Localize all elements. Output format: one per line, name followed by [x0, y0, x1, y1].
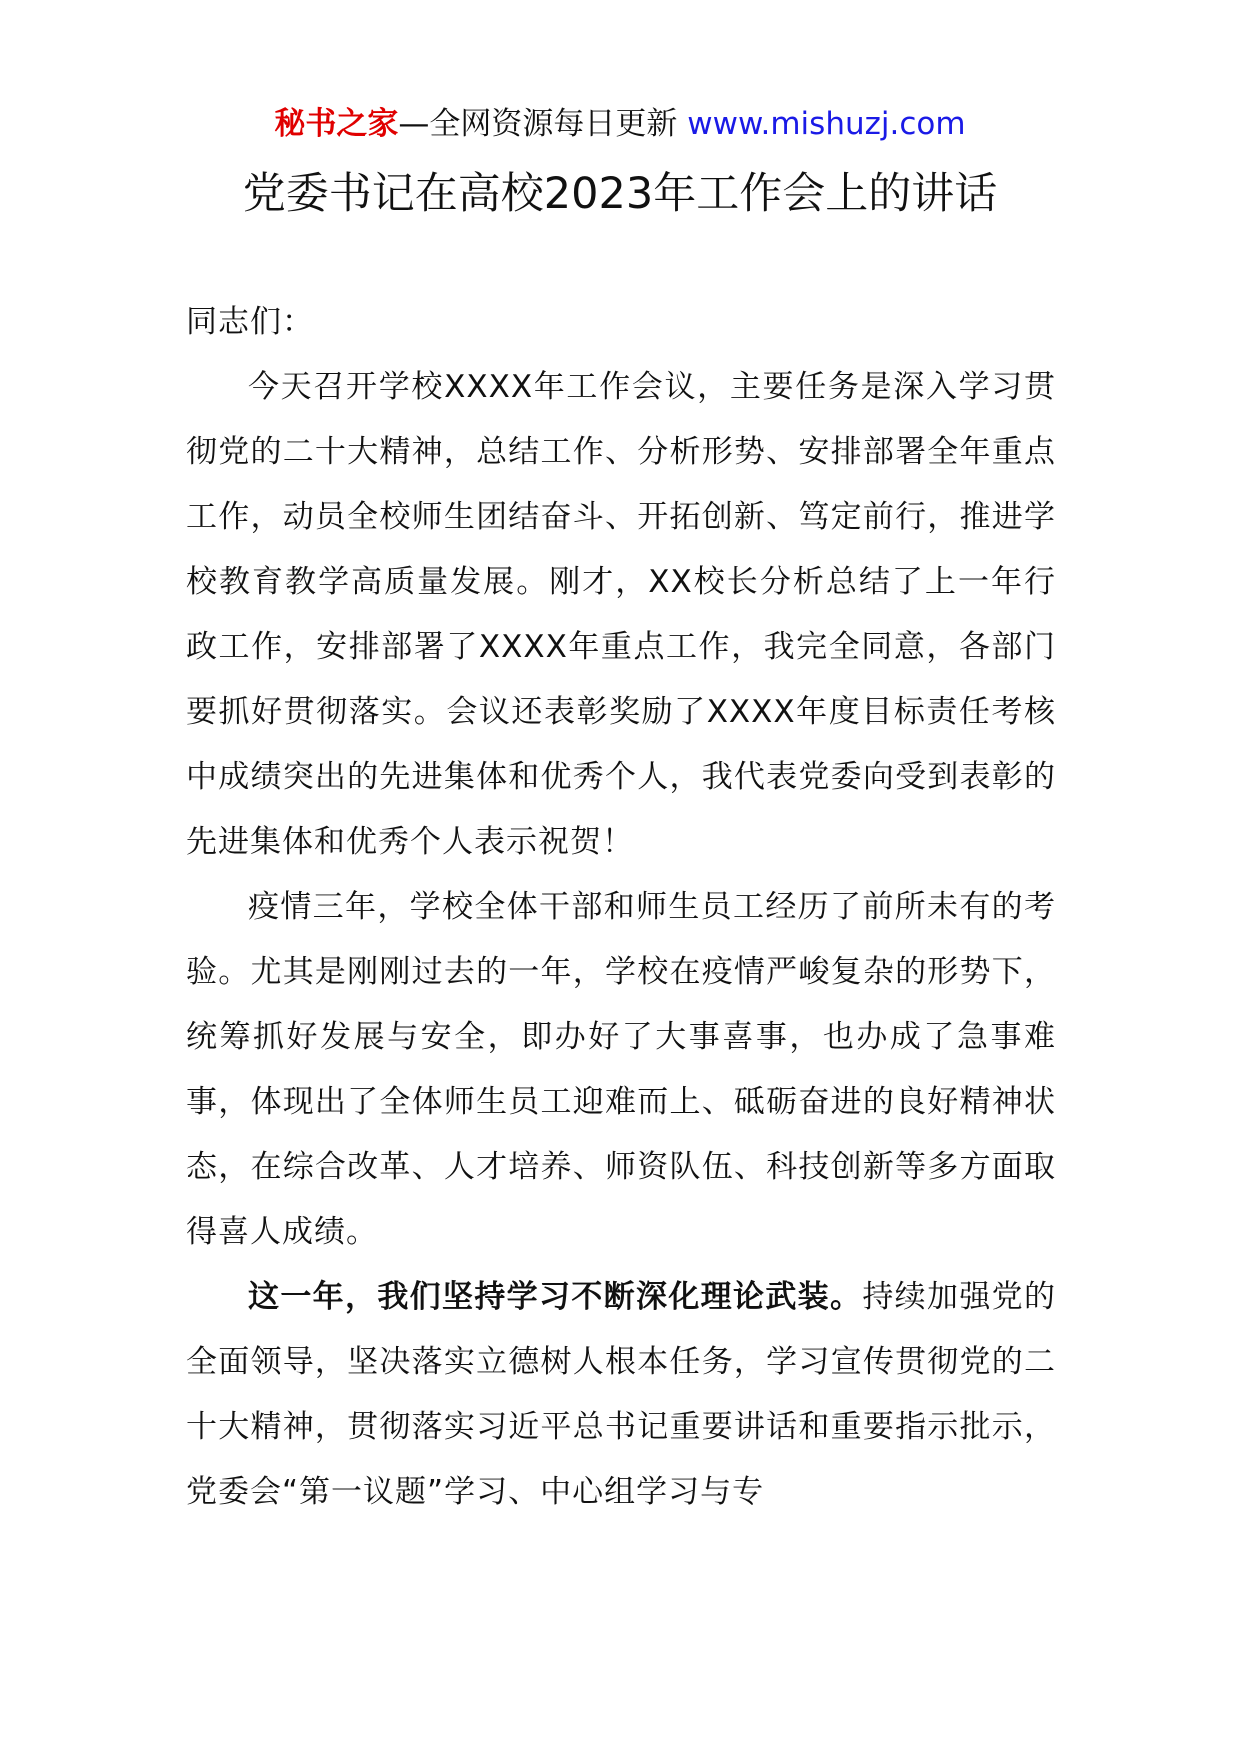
- site-brand: 秘书之家: [274, 106, 399, 142]
- paragraph-pandemic: 疫情三年，学校全体干部和师生员工经历了前所未有的考验。尤其是刚刚过去的一年，学校在疫情严峻复杂的形势下，统筹抓好发展与安全，即办好了大事喜事，也办成了急事难事，体现出了全体师生员工迎难而上、砥砺奋进的良好精神状态，在综合改革、人才培养、师资队伍、科技创新等多方面取得喜人成绩。: [186, 889, 1056, 1250]
- salutation: 同志们：: [186, 304, 314, 340]
- section-text: 持续加强党的全面领导，坚决落实立德树人根本任务，学习宣传贯彻党的二十大精神，贯彻落实习近平总书记重要讲话和重要指示批示，党委会“第一议题”学习、中心组学习与专: [186, 1279, 1057, 1510]
- document-title: 党委书记在高校2023年工作会上的讲话: [242, 169, 998, 219]
- section-heading: 这一年，我们坚持学习不断深化理论武装。: [248, 1279, 863, 1315]
- paragraph-opening: 今天召开学校XXXX年工作会议，主要任务是深入学习贯彻党的二十大精神，总结工作、分析形势、安排部署全年重点工作，动员全校师生团结奋斗、开拓创新、笃定前行，推进学校教育教学高质量发展。刚才，XX校长分析总结了上一年行政工作，安排部署了XXXX年重点工作，我完全同意，各部门要抓好贯彻落实。会议还表彰奖励了XXXX年度目标责任考核中成绩突出的先进集体和优秀个人，我代表党委向受到表彰的先进集体和优秀个人表示祝贺！: [186, 369, 1056, 860]
- site-url[interactable]: www.mishuzj.com: [687, 106, 966, 142]
- document-body: [186, 290, 1056, 1525]
- paragraph-section-theory: [186, 1265, 1056, 1525]
- site-header: [0, 100, 1240, 148]
- site-tagline: —全网资源每日更新: [398, 106, 678, 142]
